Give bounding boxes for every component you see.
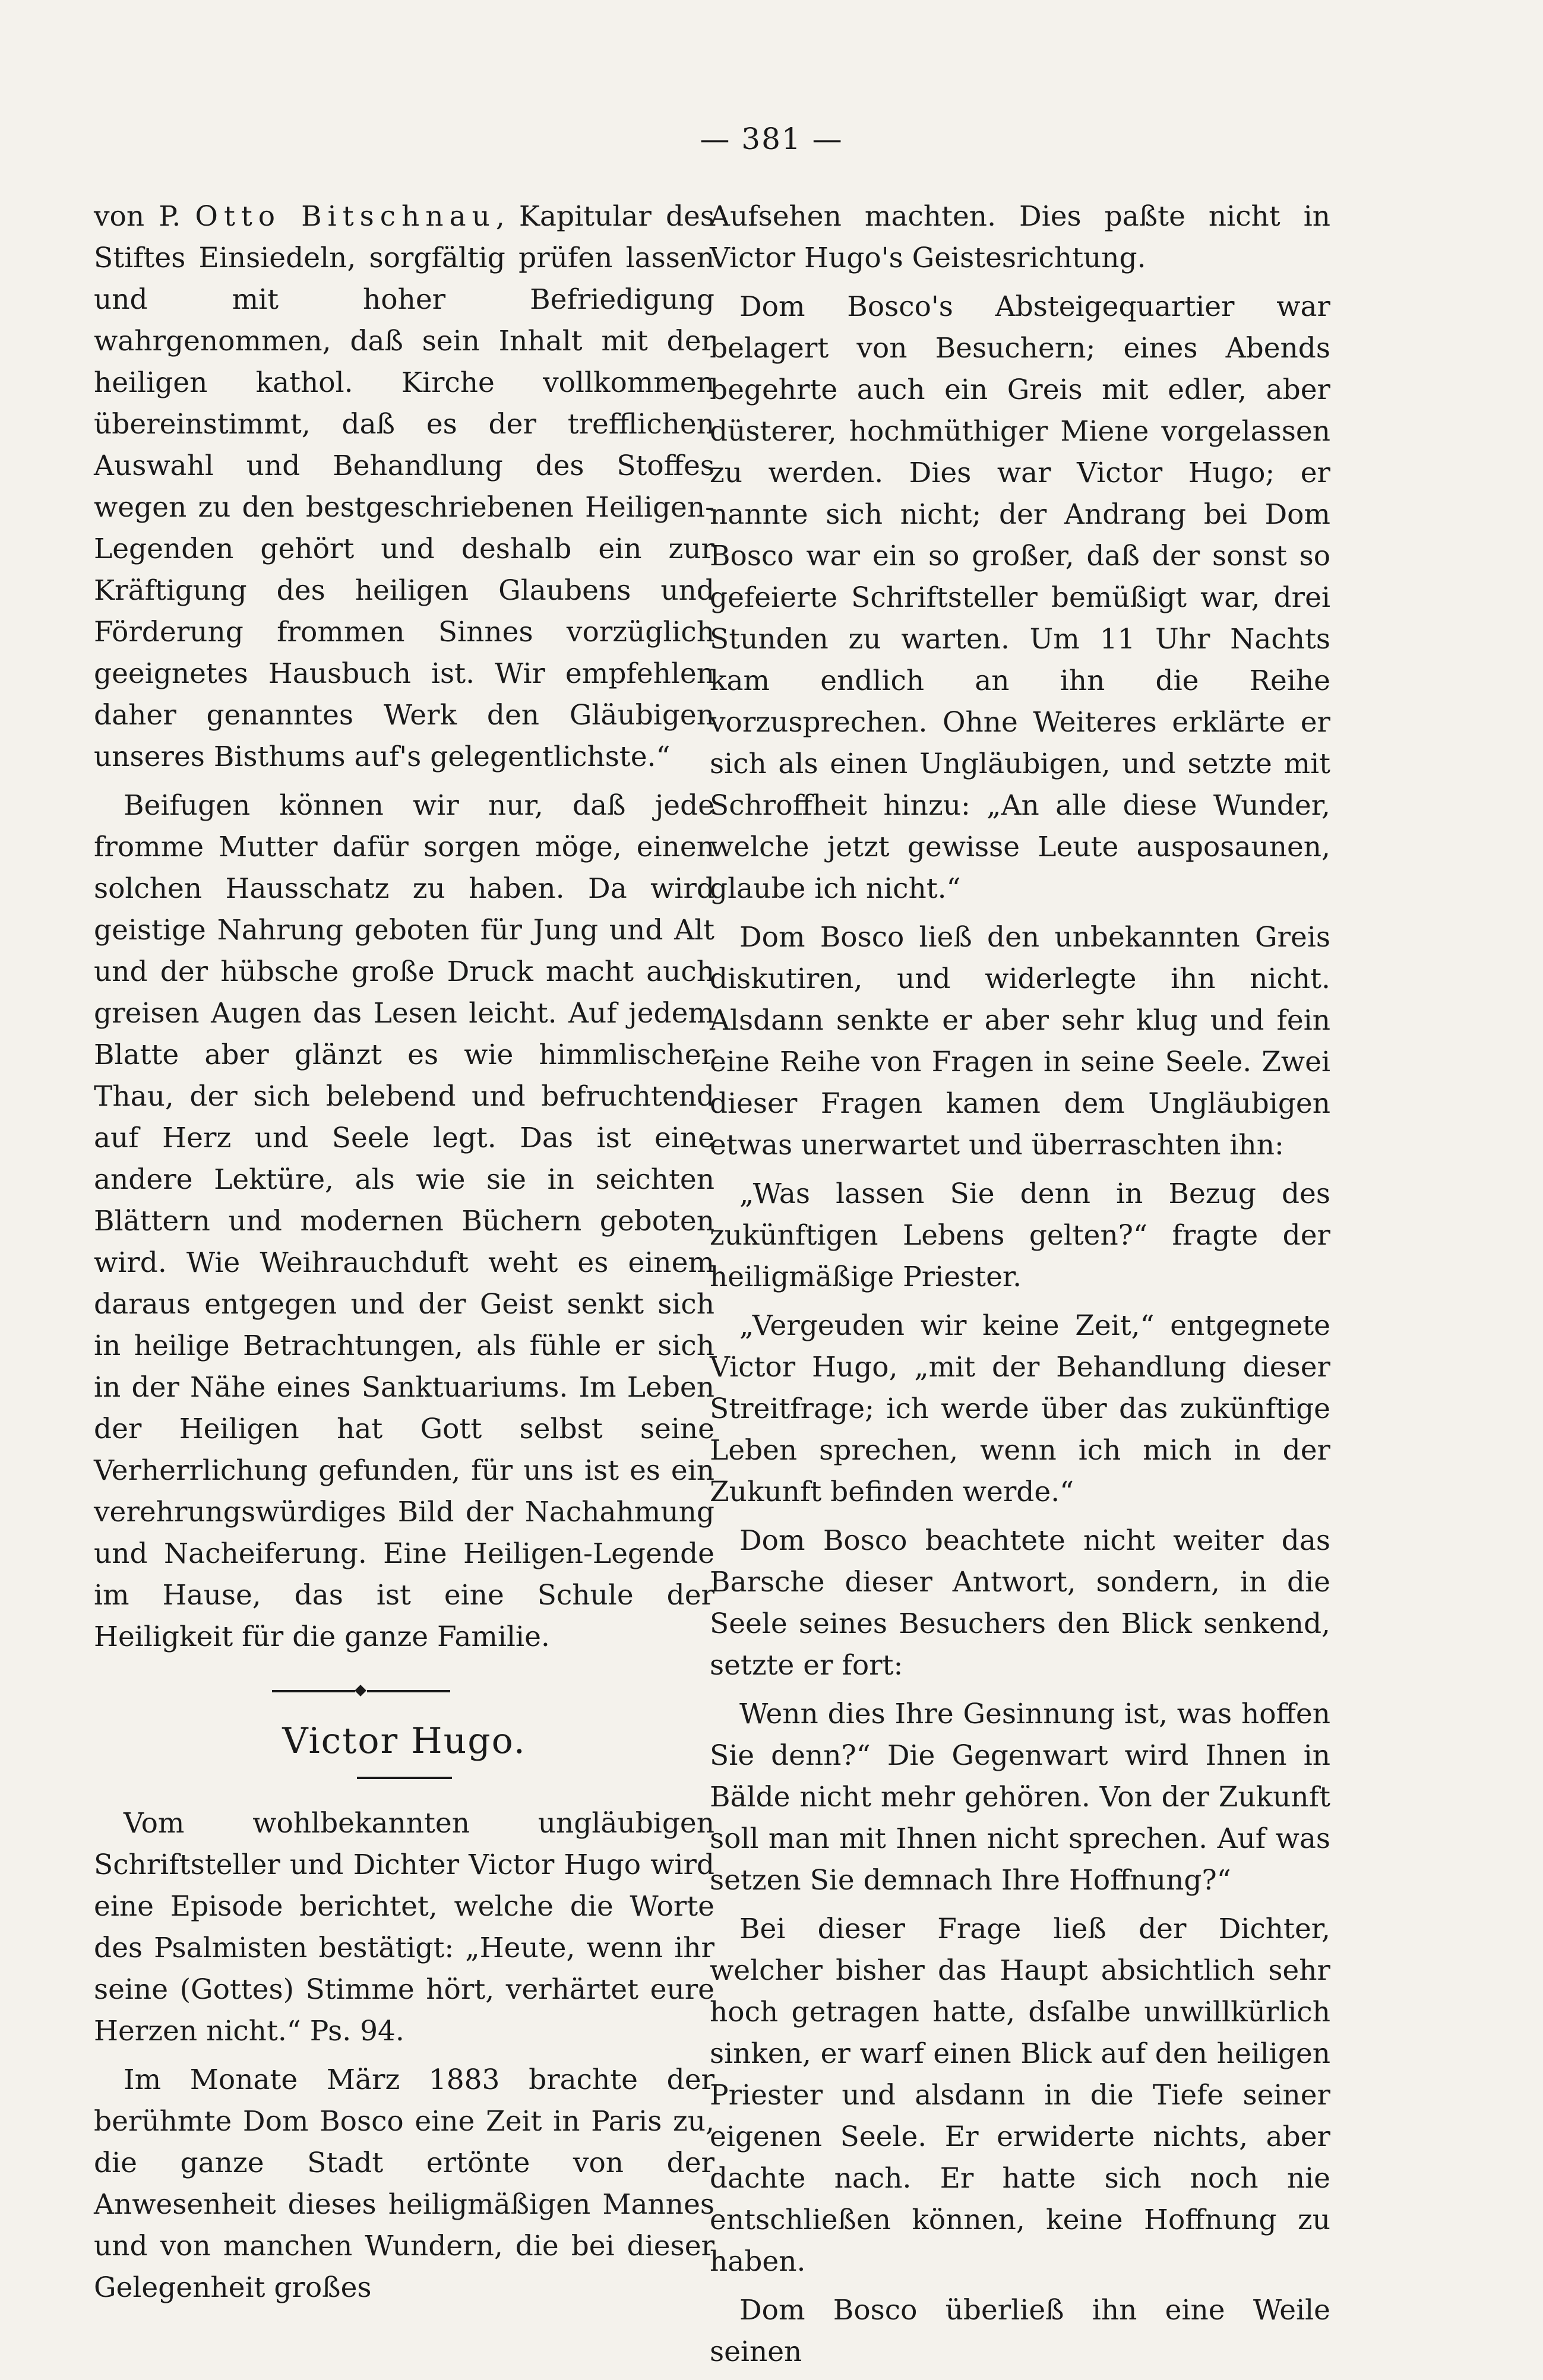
paragraph-continuation: Aufsehen machten. Dies paßte nicht in Victor Hugo's Geistesrichtung. xyxy=(710,200,1330,274)
page-number: — 381 — xyxy=(700,122,843,156)
right-column xyxy=(710,196,1330,2380)
paragraph-poet-reaction: Bei dieser Frage ließ der Dichter, welcher bisher das Haupt absichtlich sehr hoch getragen hatte, dsſalbe unwillkürlich sinken, er warf einen Blick auf den heiligen Priester und alsdann in die Tiefe seiner eigenen Seele. Er erwiderte nichts, aber dachte nach. Er hatte sich noch nie entschließen können, keine Hoffnung zu haben. xyxy=(710,1913,1330,2278)
paragraph-approbation xyxy=(94,196,714,778)
paragraph-text: , Kapitular des Stiftes Einsiedeln, sorgfältig prüfen lassen und mit hoher Befriedigung wahrgenommen, daß sein Inhalt mit der heiligen kathol. Kirche vollkommen übereinstimmt, daß es der trefflichen Auswahl und Behandlung des Stoffes wegen zu den bestgeschriebenen Heiligen-Legenden gehört und deshalb ein zur Kräftigung des heiligen Glaubens und Förderung frommen Sinnes vorzüglich geeignetes Hausbuch ist. Wir empfehlen daher genanntes Werk den Gläubigen unseres Bisthums auf's gelegentlichste.“ xyxy=(94,200,714,773)
title-underline xyxy=(357,1777,452,1779)
section-title: Victor Hugo. xyxy=(282,1720,526,1762)
paragraph-reply-1: „Vergeuden wir keine Zeit,“ entgegnete Victor Hugo, „mit der Behandlung dieser Streitfrage; ich werde über das zukünftige Leben sprechen, wenn ich mich in der Zukunft befinden werde.“ xyxy=(710,1309,1330,1508)
paragraph-questions: Dom Bosco ließ den unbekannten Greis diskutiren, und widerlegte ihn nicht. Alsdann senkte er aber sehr klug und fein eine Reihe von Fragen in seine Seele. Zwei dieser Fragen kamen dem Ungläubigen etwas unerwartet und überraschten ihn: xyxy=(710,921,1330,1161)
paragraph-recommendation: Beifugen können wir nur, daß jede fromme Mutter dafür sorgen möge, einen solchen Hausschatz zu haben. Da wird geistige Nahrung geboten für Jung und Alt und der hübsche große Druck macht auch greisen Augen das Lesen leicht. Auf jedem Blatte aber glänzt es wie himmlischer Thau, der sich belebend und befruchtend auf Herz und Seele legt. Das ist eine andere Lektüre, als wie sie in seichten Blättern und modernen Büchern geboten wird. Wie Weihrauchduft weht es einem daraus entgegen und der Geist senkt sich in heilige Betrachtungen, als fühle er sich in der Nähe eines Sanktuariums. Im Leben der Heiligen hat Gott selbst seine Verherrlichung gefunden, für uns ist es ein verehrungswürdiges Bild der Nachahmung und Nacheiferung. Eine Heiligen-Legende im Hause, das ist eine Schule der Heiligkeit für die ganze Familie. xyxy=(94,789,714,1653)
paragraph-question-2: Wenn dies Ihre Gesinnung ist, was hoffen Sie denn?“ Die Gegenwart wird Ihnen in Bälde nicht mehr gehören. Von der Zukunft soll man mit Ihnen nicht sprechen. Auf was setzen Sie demnach Ihre Hoffnung?“ xyxy=(710,1698,1330,1897)
paragraph-bosco-continues: Dom Bosco beachtete nicht weiter das Barsche dieser Antwort, sondern, in die Seele seines Besuchers den Blick senkend, setzte er fort: xyxy=(710,1524,1330,1682)
paragraph-episode-intro: Vom wohlbekannten ungläubigen Schriftsteller und Dichter Victor Hugo wird eine Episode berichtet, welche die Worte des Psalmisten bestätigt: „Heute, wenn ihr seine (Gottes) Stimme hört, verhärtet eure Herzen nicht.“ Ps. 94. xyxy=(94,1807,714,2047)
paragraph-visitors: Dom Bosco's Absteigequartier war belagert von Besuchern; eines Abends begehrte auch ein Greis mit edler, aber düsterer, hochmüthiger Miene vorgelassen zu werden. Dies war Victor Hugo; er nannte sich nicht; der Andrang bei Dom Bosco war ein so großer, daß der sonst so gefeierte Schriftsteller bemüßigt war, drei Stunden zu warten. Um 11 Uhr Nachts kam endlich an ihn die Reihe vorzusprechen. Ohne Weiteres erklärte er sich als einen Ungläubigen, und setzte mit Schroffheit hinzu: „An alle diese Wunder, welche jetzt gewisse Leute ausposaunen, glaube ich nicht.“ xyxy=(710,290,1330,905)
section-divider-ornament xyxy=(94,1679,714,1703)
paragraph-paris: Im Monate März 1883 brachte der berühmte Dom Bosco eine Zeit in Paris zu, die ganze Stadt ertönte von der Anwesenheit dieses heiligmäßigen Mannes und von manchen Wundern, die bei dieser Gelegenheit großes xyxy=(94,2063,714,2304)
paragraph-final: Dom Bosco überließ ihn eine Weile seinen xyxy=(710,2294,1330,2368)
author-name: Otto Bitschnau xyxy=(195,200,496,233)
paragraph-question-1: „Was lassen Sie denn in Bezug des zukünftigen Lebens gelten?“ fragte der heiligmäßige Priester. xyxy=(710,1178,1330,1293)
left-column xyxy=(94,196,714,2316)
prefix-text: von P. xyxy=(94,200,195,233)
